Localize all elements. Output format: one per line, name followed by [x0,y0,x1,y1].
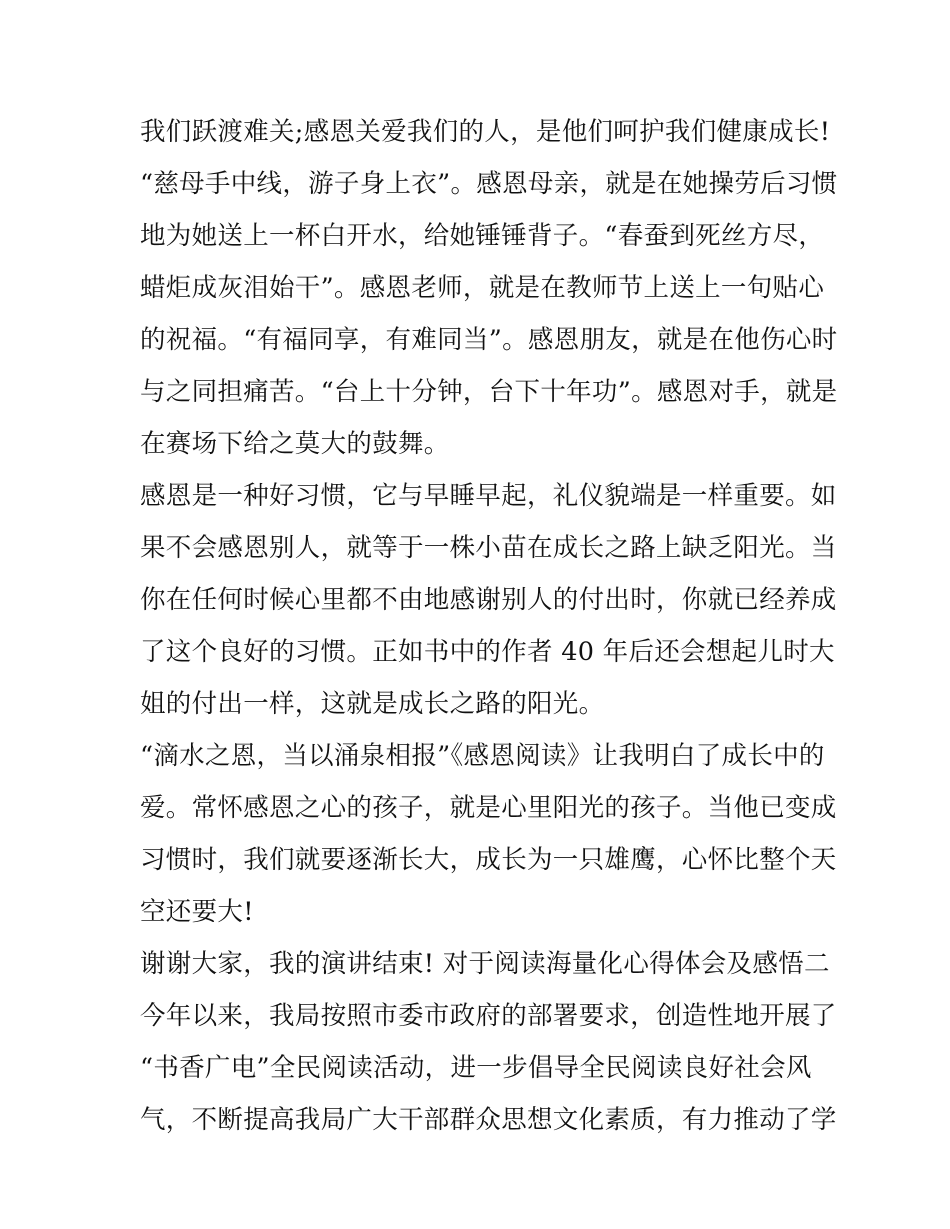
text-line: 地为她送上一杯白开水，给她锤锤背子。“春蚕到死丝方尽， [140,221,825,251]
text-line: 今年以来，我局按照市委市政府的部署要求，创造性地开展了 [140,1001,837,1031]
text-line: “慈母手中线，游子身上衣”。感恩母亲，就是在她操劳后习惯 [140,169,838,199]
text-line: 的祝福。“有福同享，有难同当”。感恩朋友，就是在他伤心时 [140,325,838,355]
text-line: 在赛场下给之莫大的鼓舞。 [140,429,450,459]
text-line: 爱。常怀感恩之心的孩子，就是心里阳光的孩子。当他已变成 [140,793,837,823]
text-line: 习惯时，我们就要逐渐长大，成长为一只雄鹰，心怀比整个天 [140,845,837,875]
text-line: 果不会感恩别人，就等于一株小苗在成长之路上缺乏阳光。当 [140,533,837,563]
text-line: 气，不断提高我局广大干部群众思想文化素质，有力推动了学 [140,1105,837,1135]
text-line: 空还要大! [140,897,254,927]
text-line: 你在任何时候心里都不由地感谢别人的付出时，你就已经养成 [140,585,837,615]
text-line: 感恩是一种好习惯，它与早睡早起，礼仪貌端是一样重要。如 [140,481,837,511]
text-line: 了这个良好的习惯。正如书中的作者 40 年后还会想起儿时大 [140,637,835,667]
text-line: 蜡炬成灰泪始干”。感恩老师，就是在教师节上送上一句贴心 [140,273,825,303]
text-line: 与之同担痛苦。“台上十分钟，台下十年功”。感恩对手，就是 [140,377,838,407]
text-line: “书香广电”全民阅读活动，进一步倡导全民阅读良好社会风 [140,1053,812,1083]
text-line: 我们跃渡难关;感恩关爱我们的人，是他们呵护我们健康成长! [140,117,831,147]
text-line: 姐的付出一样，这就是成长之路的阳光。 [140,689,605,719]
text-line: “滴水之恩，当以涌泉相报”《感恩阅读》让我明白了成长中的 [140,741,825,771]
document-body [140,106,838,1146]
text-line: 谢谢大家，我的演讲结束! 对于阅读海量化心得体会及感悟二 [140,949,830,979]
